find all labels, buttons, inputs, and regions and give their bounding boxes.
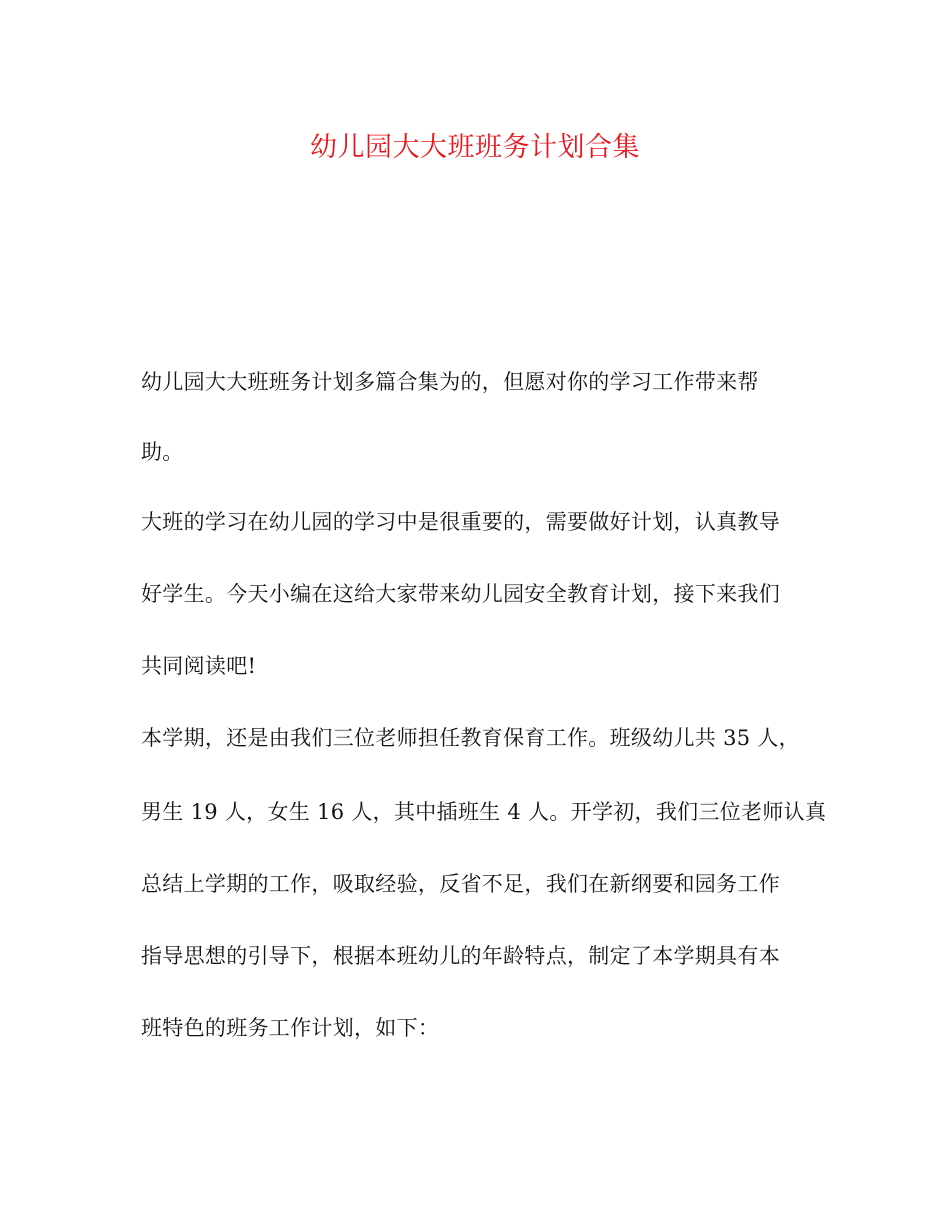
body-line-5: 共同阅读吧! <box>141 654 257 678</box>
body-line-4: 好学生。今天小编在这给大家带来幼儿园安全教育计划，接下来我们 <box>141 582 780 606</box>
body-line-7: 男生 19 人，女生 16 人，其中插班生 4 人。开学初，我们三位老师认真 <box>141 800 827 824</box>
body-line-8: 总结上学期的工作，吸取经验，反省不足，我们在新纲要和园务工作 <box>141 872 780 896</box>
body-line-2: 助。 <box>141 440 184 464</box>
body-line-3: 大班的学习在幼儿园的学习中是很重要的，需要做好计划，认真教导 <box>141 510 780 534</box>
body-line-10: 班特色的班务工作计划，如下： <box>141 1016 440 1040</box>
body-line-9: 指导思想的引导下，根据本班幼儿的年龄特点，制定了本学期具有本 <box>141 944 780 968</box>
body-line-1: 幼儿园大大班班务计划多篇合集为的，但愿对你的学习工作带来帮 <box>141 370 759 394</box>
body-line-6: 本学期，还是由我们三位老师担任教育保育工作。班级幼儿共 35 人， <box>141 726 800 750</box>
document-title: 幼儿园大大班班务计划合集 <box>310 132 640 163</box>
